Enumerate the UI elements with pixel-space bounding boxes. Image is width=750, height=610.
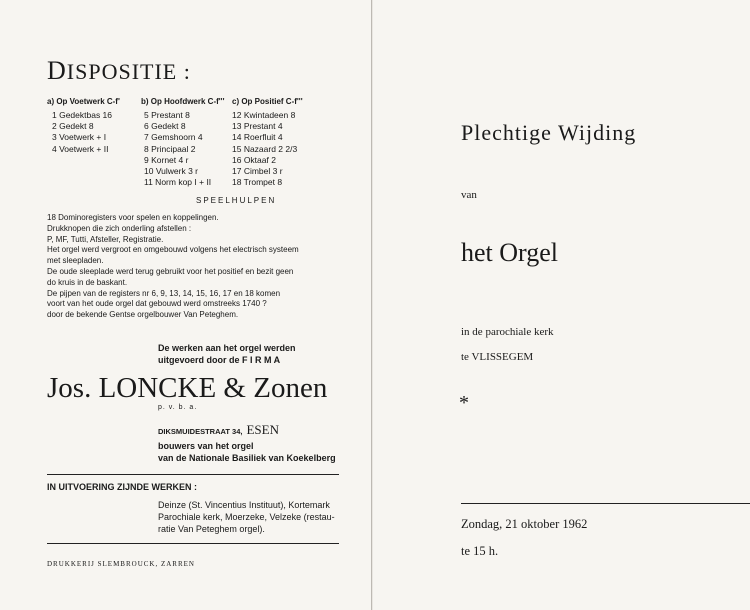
text-line: De oude sleeplade werd terug gebruikt voor het positief en bezit geen [47,266,294,276]
event-date: Zondag, 21 oktober 1962 [461,517,588,531]
register-list-voetwerk [52,110,112,155]
text-line: ratie Van Peteghem orgel). [158,524,265,534]
text-line: 18 Dominoregisters voor spelen en koppelingen. [47,213,219,222]
place-line: te VLISSEGEM [461,351,534,363]
column-header-voetwerk: a) Op Voetwerk C-f' [47,97,120,106]
text-line: Parochiale kerk, Moerzeke, Velzeke (restau- [158,512,335,522]
ceremony-title: Plechtige Wijding [461,120,637,145]
speelhulpen-heading: SPEELHULPEN [196,196,277,205]
register-item: 8 Principaal 2 [144,143,196,154]
text-line: bouwers van het orgel [158,441,254,451]
uitvoering-list [158,499,335,535]
text-line: P, MF, Tutti, Afsteller, Registratie. [47,234,164,244]
left-page [0,0,372,610]
column-header-hoofdwerk: b) Op Hoofdwerk C-f''' [141,97,225,106]
uitvoering-heading: IN UITVOERING ZIJNDE WERKEN : [47,482,198,492]
church-line: in de parochiale kerk [461,326,554,338]
text-line: De werken aan het orgel werden [158,343,296,353]
register-item: 12 Kwintadeen 8 [232,110,296,120]
text-line: door de bekende Gentse orgelbouwer Van Peteghem. [47,310,239,320]
address-street: DIKSMUIDESTRAAT 34, [158,427,243,436]
register-list-positief [232,110,297,188]
text-line: Drukknopen die zich onderling afstellen : [47,223,192,233]
register-item: 10 Vulwerk 3 r [144,165,199,176]
text-line: van de Nationale Basiliek van Koekelberg [158,453,336,463]
text-line: De pijpen van de registers nr 6, 9, 13, 14, 15, 16, 17 en 18 komen [47,288,281,298]
register-list-hoofdwerk [144,110,211,188]
register-item: 7 Gemshoorn 4 [144,132,203,143]
text-line: do kruis in de baskant. [47,277,128,287]
divider [47,474,339,475]
printer-credit: DRUKKERIJ SLEMBROUCK, ZARREN [47,560,195,568]
right-page [373,0,750,610]
register-item: 6 Gedekt 8 [144,121,186,132]
company-type: p. v. b. a. [158,404,198,411]
company-name: Jos. LONCKE & Zonen [47,372,328,404]
text-van: van [461,189,477,201]
divider [47,543,339,544]
organ-heading: het Orgel [461,238,558,267]
text-line: Deinze (St. Vincentius Instituut), Kortemark [158,500,330,510]
register-item: 2 Gedekt 8 [52,121,94,132]
register-item: 4 Voetwerk + II [52,143,109,154]
register-item: 15 Nazaard 2 2/3 [232,143,298,154]
text-line: uitgevoerd door de F I R M A [158,355,281,365]
text-line: met sleepladen. [47,256,104,266]
builder-credentials [158,440,336,464]
company-address [158,421,279,439]
register-item: 13 Prestant 4 [232,121,283,132]
register-item: 3 Voetwerk + I [52,132,107,143]
address-city: ESEN [246,422,279,437]
text-line: Het orgel werd vergroot en omgebouwd volgens het electrisch systeem [47,245,299,255]
firma-intro [158,342,296,366]
speelhulpen-text [47,213,299,321]
event-time: te 15 h. [461,544,499,558]
disposition-title: DISPOSITIE : [47,56,191,85]
register-item: 5 Prestant 8 [144,110,190,120]
register-item: 16 Oktaaf 2 [232,154,276,165]
divider [461,503,750,504]
asterisk-ornament: * [459,392,469,414]
text-line: voort van het oude orgel dat gebouwd werd omstreeks 1740 ? [47,299,267,309]
register-item: 9 Kornet 4 r [144,154,189,165]
register-item: 17 Cimbel 3 r [232,165,283,176]
register-item: 1 Gedektbas 16 [52,110,113,120]
register-item: 18 Trompet 8 [232,177,283,188]
column-header-positief: c) Op Positief C-f''' [232,97,303,106]
register-item: 14 Roerfluit 4 [232,132,283,143]
register-item: 11 Norm kop I + II [144,177,212,188]
